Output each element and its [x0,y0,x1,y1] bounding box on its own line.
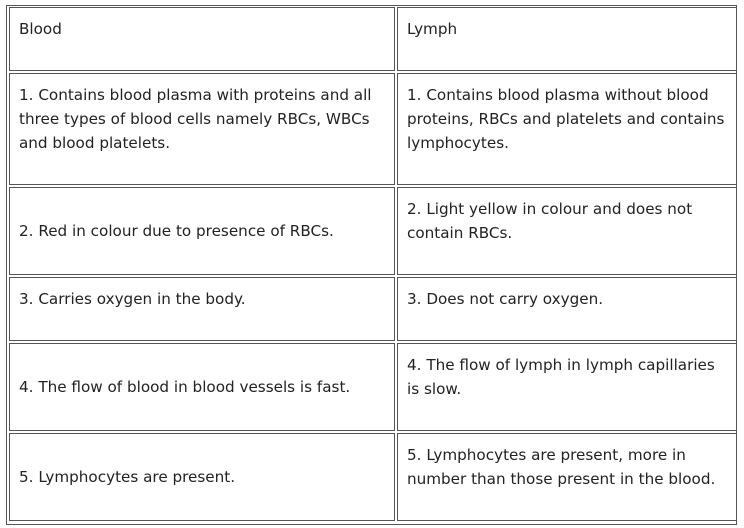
header-blood-text: Blood [19,20,62,38]
lymph-cell [397,433,737,521]
lymph-cell [397,73,737,185]
table-row [8,277,735,341]
blood-cell [9,343,395,431]
blood-cell-text: 2. Red in colour due to presence of RBCs. [19,222,334,240]
table-header-row [8,7,735,71]
blood-cell-text: 1. Contains blood plasma with proteins and all three types of blood cells namely RBCs, WBCs and blood platelets. [19,86,372,152]
header-cell-blood [9,7,395,71]
blood-cell-text: 5. Lymphocytes are present. [19,468,236,486]
lymph-cell-text: 1. Contains blood plasma without blood proteins, RBCs and platelets and contains lymphocytes. [407,86,725,152]
lymph-cell-text: 5. Lymphocytes are present, more in number than those present in the blood. [407,446,716,488]
blood-cell [9,277,395,341]
lymph-cell [397,187,737,275]
blood-cell [9,433,395,521]
table-row [8,433,735,521]
header-lymph-text: Lymph [407,20,458,38]
lymph-cell-text: 2. Light yellow in colour and does not contain RBCs. [407,200,693,242]
blood-cell-text: 3. Carries oxygen in the body. [19,290,246,308]
blood-cell-text: 4. The flow of blood in blood vessels is fast. [19,378,351,396]
table-row [8,187,735,275]
blood-cell [9,187,395,275]
lymph-cell-text: 3. Does not carry oxygen. [407,290,604,308]
table-row [8,343,735,431]
lymph-cell-text: 4. The flow of lymph in lymph capillaries is slow. [407,356,715,398]
table-row [8,73,735,185]
header-cell-lymph [397,7,737,71]
lymph-cell [397,343,737,431]
blood-vs-lymph-table [6,5,737,525]
blood-cell [9,73,395,185]
lymph-cell [397,277,737,341]
